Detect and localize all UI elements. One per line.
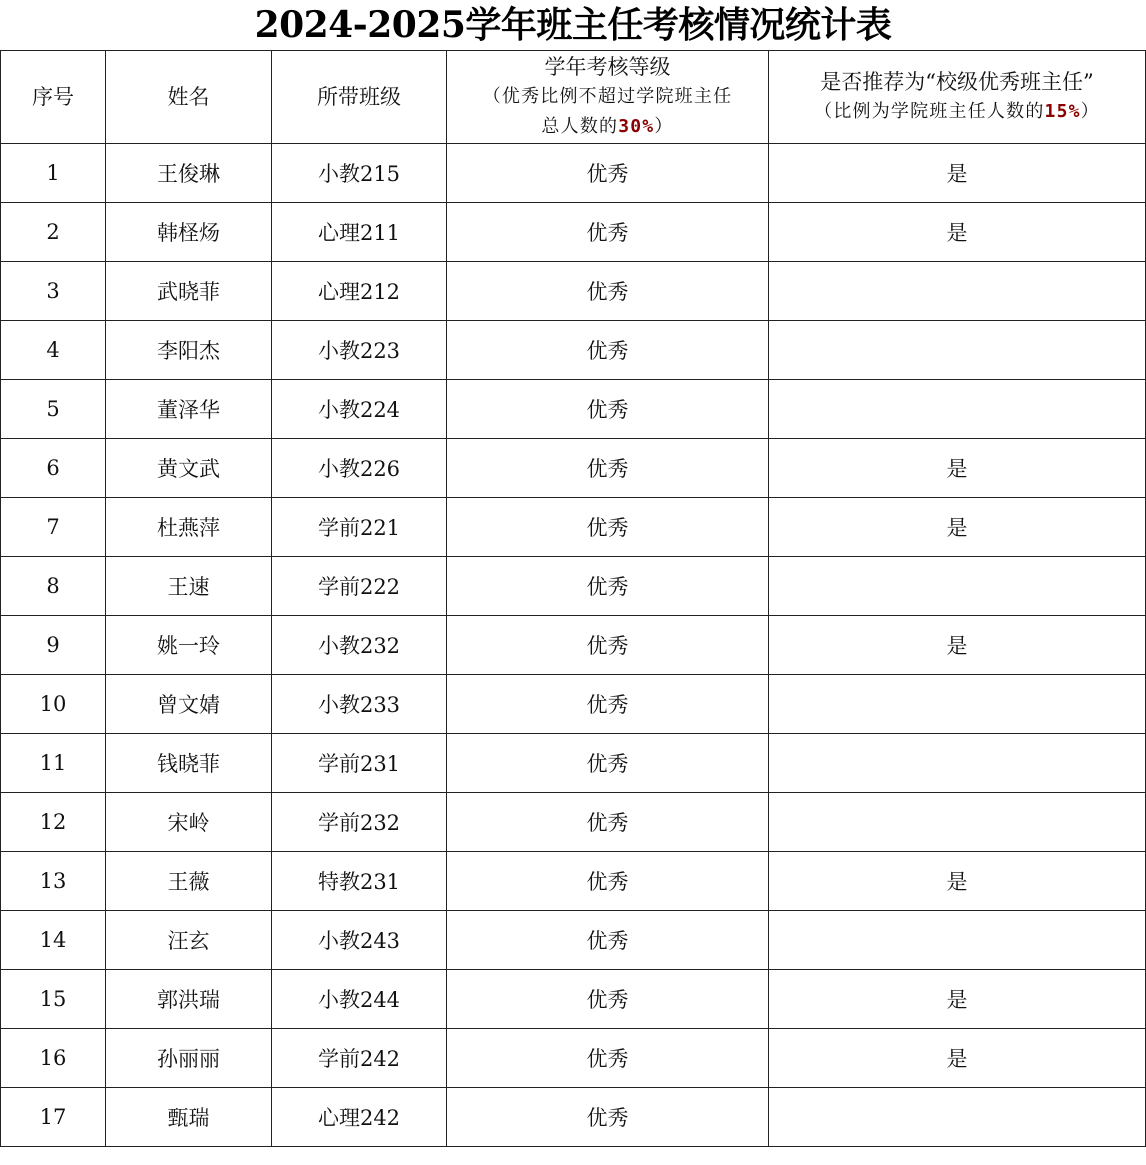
cell-seq[interactable]: 9 xyxy=(1,616,106,675)
header-grade-line3-post: ） xyxy=(654,116,674,137)
cell-grade[interactable]: 优秀 xyxy=(447,439,769,498)
cell-seq[interactable]: 13 xyxy=(1,852,106,911)
cell-class[interactable]: 小教243 xyxy=(272,911,447,970)
table-row xyxy=(1,734,1146,793)
cell-recommend[interactable]: 是 xyxy=(769,439,1146,498)
header-recommend-line2-pre: （比例为学院班主任人数的 xyxy=(814,101,1045,122)
cell-grade[interactable]: 优秀 xyxy=(447,675,769,734)
cell-name[interactable]: 孙丽丽 xyxy=(106,1029,272,1088)
cell-recommend[interactable] xyxy=(769,911,1146,970)
cell-class[interactable]: 小教232 xyxy=(272,616,447,675)
cell-seq[interactable]: 12 xyxy=(1,793,106,852)
cell-class[interactable]: 学前231 xyxy=(272,734,447,793)
cell-grade[interactable]: 优秀 xyxy=(447,970,769,1029)
cell-seq[interactable]: 3 xyxy=(1,262,106,321)
header-grade-line3 xyxy=(447,112,768,142)
cell-recommend[interactable] xyxy=(769,262,1146,321)
cell-recommend[interactable] xyxy=(769,1088,1146,1147)
table-row xyxy=(1,1088,1146,1147)
cell-class[interactable]: 小教215 xyxy=(272,144,447,203)
cell-name[interactable]: 韩柽炀 xyxy=(106,203,272,262)
cell-seq[interactable]: 16 xyxy=(1,1029,106,1088)
header-grade[interactable] xyxy=(447,51,769,144)
recommend-percent-highlight: 15% xyxy=(1044,101,1081,122)
table-row xyxy=(1,793,1146,852)
table-row xyxy=(1,144,1146,203)
table-row xyxy=(1,911,1146,970)
cell-name[interactable]: 王俊琳 xyxy=(106,144,272,203)
cell-grade[interactable]: 优秀 xyxy=(447,793,769,852)
assessment-table xyxy=(0,50,1146,1147)
cell-name[interactable]: 李阳杰 xyxy=(106,321,272,380)
cell-name[interactable]: 宋岭 xyxy=(106,793,272,852)
cell-recommend[interactable]: 是 xyxy=(769,970,1146,1029)
table-row xyxy=(1,262,1146,321)
table-row xyxy=(1,557,1146,616)
cell-recommend[interactable]: 是 xyxy=(769,498,1146,557)
cell-name[interactable]: 黄文武 xyxy=(106,439,272,498)
cell-seq[interactable]: 8 xyxy=(1,557,106,616)
cell-recommend[interactable] xyxy=(769,321,1146,380)
table-title: 2024-2025学年班主任考核情况统计表 xyxy=(254,4,892,46)
cell-grade[interactable]: 优秀 xyxy=(447,734,769,793)
cell-name[interactable]: 武晓菲 xyxy=(106,262,272,321)
cell-class[interactable]: 心理211 xyxy=(272,203,447,262)
cell-grade[interactable]: 优秀 xyxy=(447,911,769,970)
cell-name[interactable]: 王速 xyxy=(106,557,272,616)
table-row xyxy=(1,852,1146,911)
cell-class[interactable]: 心理212 xyxy=(272,262,447,321)
cell-grade[interactable]: 优秀 xyxy=(447,1088,769,1147)
header-grade-line1: 学年考核等级 xyxy=(544,55,671,79)
header-recommend[interactable] xyxy=(769,51,1146,144)
header-grade-line3-pre: 总人数的 xyxy=(541,116,619,137)
cell-recommend[interactable] xyxy=(769,380,1146,439)
cell-grade[interactable]: 优秀 xyxy=(447,498,769,557)
cell-seq[interactable]: 10 xyxy=(1,675,106,734)
cell-recommend[interactable]: 是 xyxy=(769,1029,1146,1088)
table-row xyxy=(1,203,1146,262)
cell-grade[interactable]: 优秀 xyxy=(447,557,769,616)
cell-grade[interactable]: 优秀 xyxy=(447,380,769,439)
grade-percent-highlight: 30% xyxy=(618,116,655,137)
cell-recommend[interactable]: 是 xyxy=(769,144,1146,203)
table-body xyxy=(1,144,1146,1147)
cell-seq[interactable]: 11 xyxy=(1,734,106,793)
cell-name[interactable]: 郭洪瑞 xyxy=(106,970,272,1029)
cell-class[interactable]: 小教233 xyxy=(272,675,447,734)
table-row xyxy=(1,439,1146,498)
cell-recommend[interactable] xyxy=(769,734,1146,793)
cell-grade[interactable]: 优秀 xyxy=(447,262,769,321)
cell-class[interactable]: 小教223 xyxy=(272,321,447,380)
cell-class[interactable]: 学前221 xyxy=(272,498,447,557)
cell-class[interactable]: 小教226 xyxy=(272,439,447,498)
cell-seq[interactable]: 17 xyxy=(1,1088,106,1147)
cell-seq[interactable]: 1 xyxy=(1,144,106,203)
table-row xyxy=(1,380,1146,439)
cell-recommend[interactable] xyxy=(769,675,1146,734)
cell-recommend[interactable]: 是 xyxy=(769,616,1146,675)
cell-name[interactable]: 钱晓菲 xyxy=(106,734,272,793)
table-row xyxy=(1,321,1146,380)
table-row xyxy=(1,970,1146,1029)
cell-seq[interactable]: 7 xyxy=(1,498,106,557)
cell-name[interactable]: 杜燕萍 xyxy=(106,498,272,557)
cell-seq[interactable]: 6 xyxy=(1,439,106,498)
cell-class[interactable]: 心理242 xyxy=(272,1088,447,1147)
table-row xyxy=(1,498,1146,557)
cell-grade[interactable]: 优秀 xyxy=(447,616,769,675)
table-row xyxy=(1,1029,1146,1088)
cell-name[interactable]: 王薇 xyxy=(106,852,272,911)
cell-grade[interactable]: 优秀 xyxy=(447,144,769,203)
cell-grade[interactable]: 优秀 xyxy=(447,1029,769,1088)
cell-recommend[interactable] xyxy=(769,557,1146,616)
header-recommend-line1: 是否推荐为“校级优秀班主任” xyxy=(820,70,1094,94)
cell-grade[interactable]: 优秀 xyxy=(447,852,769,911)
cell-class[interactable]: 特教231 xyxy=(272,852,447,911)
table-row xyxy=(1,675,1146,734)
cell-name[interactable]: 董泽华 xyxy=(106,380,272,439)
cell-class[interactable]: 学前242 xyxy=(272,1029,447,1088)
cell-recommend[interactable] xyxy=(769,793,1146,852)
cell-name[interactable]: 汪玄 xyxy=(106,911,272,970)
header-recommend-line2-post: ） xyxy=(1080,101,1100,122)
cell-name[interactable]: 甄瑞 xyxy=(106,1088,272,1147)
header-seq[interactable]: 序号 xyxy=(1,51,106,144)
cell-name[interactable]: 曾文婧 xyxy=(106,675,272,734)
cell-seq[interactable]: 15 xyxy=(1,970,106,1029)
cell-seq[interactable]: 4 xyxy=(1,321,106,380)
cell-recommend[interactable]: 是 xyxy=(769,203,1146,262)
cell-class[interactable]: 学前232 xyxy=(272,793,447,852)
cell-class[interactable]: 小教224 xyxy=(272,380,447,439)
cell-name[interactable]: 姚一玲 xyxy=(106,616,272,675)
header-name[interactable]: 姓名 xyxy=(106,51,272,144)
header-recommend-line2 xyxy=(769,97,1145,127)
header-row xyxy=(1,51,1146,144)
header-grade-line2: （优秀比例不超过学院班主任 xyxy=(482,86,733,107)
cell-recommend[interactable]: 是 xyxy=(769,852,1146,911)
cell-seq[interactable]: 14 xyxy=(1,911,106,970)
cell-seq[interactable]: 2 xyxy=(1,203,106,262)
cell-grade[interactable]: 优秀 xyxy=(447,321,769,380)
header-class[interactable]: 所带班级 xyxy=(272,51,447,144)
cell-class[interactable]: 学前222 xyxy=(272,557,447,616)
cell-class[interactable]: 小教244 xyxy=(272,970,447,1029)
cell-seq[interactable]: 5 xyxy=(1,380,106,439)
table-row xyxy=(1,616,1146,675)
cell-grade[interactable]: 优秀 xyxy=(447,203,769,262)
